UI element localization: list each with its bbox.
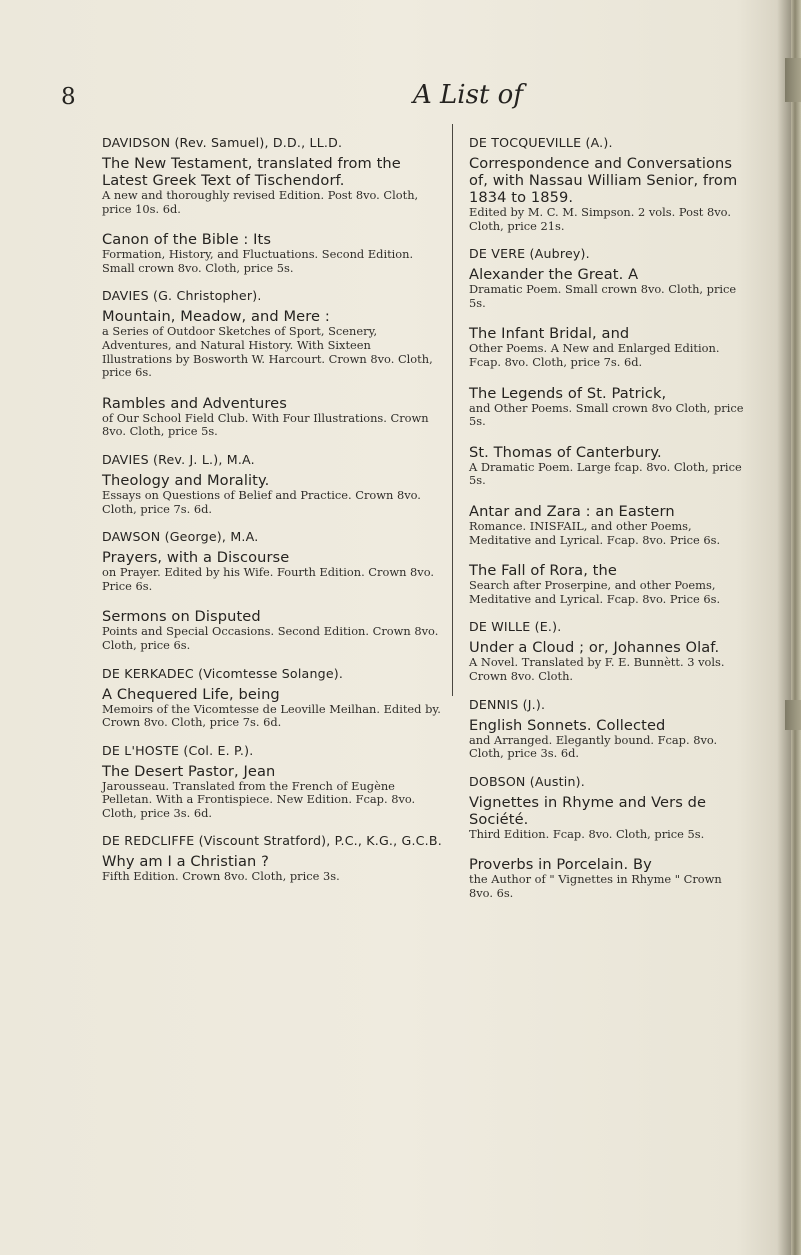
author-entry [102, 530, 442, 652]
work-title: Theology and Morality. [102, 471, 270, 489]
work-description: Edited by M. C. M. Simpson. 2 vols. Post 8vo. Cloth, price 21s. [469, 205, 731, 233]
author-entry [469, 775, 749, 901]
work-title: English Sonnets. Collected [469, 716, 666, 734]
work-title: The Desert Pastor, Jean [102, 762, 276, 780]
author-entry [469, 698, 749, 761]
work-title: A Chequered Life, being [102, 685, 280, 703]
work-description: of Our School Field Club. With Four Illustrations. Crown 8vo. Cloth, price 5s. [102, 410, 429, 439]
work-title: The New Testament, translated from the Latest Greek Text of Tischendorf. [102, 155, 401, 189]
work-title: Rambles and Adventures [102, 394, 287, 412]
work-description: A Novel. Translated by F. E. Bunnètt. 3 vols. Crown 8vo. Cloth. [469, 655, 725, 683]
author-name: DAWSON (George), M.A. [102, 529, 259, 545]
column-divider [452, 124, 453, 696]
work-title: Sermons on Disputed [102, 608, 261, 626]
author-name: DE KERKADEC (Vicomtesse Solange). [102, 665, 344, 681]
right-column [469, 136, 749, 914]
running-title: A List of [413, 80, 523, 110]
author-entry [102, 744, 442, 821]
work-description: Jarousseau. Translated from the French of Eugène Pelletan. With a Frontispiece. New Edition. Fcap. 8vo. Cloth, price 3s. 6d. [102, 778, 416, 820]
work-description: Search after Proserpine, and other Poems, Meditative and Lyrical. Fcap. 8vo. Price 6s. [469, 578, 721, 606]
work-title: Alexander the Great. A [469, 266, 639, 284]
author-entry [102, 136, 442, 275]
page-number: 8 [61, 84, 76, 110]
author-entry [102, 453, 442, 516]
entry-spacer [102, 516, 442, 530]
work-title: The Legends of St. Patrick, [469, 384, 667, 402]
work-description: Essays on Questions of Belief and Practice. Crown 8vo. Cloth, price 7s. 6d. [102, 487, 421, 516]
work-description: Third Edition. Fcap. 8vo. Cloth, price 5s. [469, 826, 705, 841]
work-description: the Author of " Vignettes in Rhyme " Crown 8vo. 6s. [469, 872, 722, 900]
work-title: Mountain, Meadow, and Mere : [102, 308, 330, 326]
work-title: Proverbs in Porcelain. By [469, 856, 652, 874]
work-title: Antar and Zara : an Eastern [469, 502, 675, 520]
work-title: The Fall of Rora, the [469, 562, 617, 580]
work-title: Prayers, with a Discourse [102, 549, 290, 567]
work-title: The Infant Bridal, and [469, 325, 630, 343]
entry-spacer [469, 761, 749, 775]
work-description: Points and Special Occasions. Second Edition. Crown 8vo. Cloth, price 6s. [102, 624, 439, 652]
author-entry [102, 289, 442, 439]
work-title: Under a Cloud ; or, Johannes Olaf. [469, 639, 720, 657]
work-description: Romance. INISFAIL, and other Poems, Meditative and Lyrical. Fcap. 8vo. Price 6s. [469, 518, 721, 547]
author-name: DOBSON (Austin). [469, 773, 585, 789]
work-title: Vignettes in Rhyme and Vers de Société. [469, 793, 707, 828]
entry-spacer [469, 900, 749, 914]
work-description: Fifth Edition. Crown 8vo. Cloth, price 3s. [102, 869, 340, 884]
author-name: DE REDCLIFFE (Viscount Stratford), P.C., K.G., G.C.B. [102, 833, 442, 849]
author-name: DAVIES (Rev. J. L.), M.A. [102, 451, 255, 467]
work-description: Memoirs of the Vicomtesse de Leoville Meilhan. Edited by. Crown 8vo. Cloth, price 7s. 6d. [102, 701, 441, 730]
work-title: St. Thomas of Canterbury. [469, 443, 662, 461]
work-title: Canon of the Bible : Its [102, 231, 272, 249]
page-edge-mark [785, 700, 801, 730]
author-entry [102, 667, 442, 730]
work-description: A new and thoroughly revised Edition. Post 8vo. Cloth, price 10s. 6d. [102, 188, 419, 216]
entry-spacer [469, 233, 749, 247]
author-name: DE L'HOSTE (Col. E. P.). [102, 742, 254, 758]
entry-spacer [102, 653, 442, 667]
entry-spacer [102, 275, 442, 289]
author-entry [469, 620, 749, 683]
entry-spacer [102, 730, 442, 744]
author-name: DE VERE (Aubrey). [469, 246, 590, 262]
author-entry [102, 834, 442, 884]
entry-spacer [102, 439, 442, 453]
author-name: DE TOCQUEVILLE (A.). [469, 135, 613, 150]
page-edge [791, 0, 801, 1255]
work-description: and Arranged. Elegantly bound. Fcap. 8vo. Cloth, price 3s. 6d. [469, 732, 718, 761]
author-entry [469, 247, 749, 606]
work-description: Formation, History, and Fluctuations. Second Edition. Small crown 8vo. Cloth, price 5s. [102, 247, 414, 275]
work-description: Dramatic Poem. Small crown 8vo. Cloth, price 5s. [469, 282, 737, 310]
author-name: DE WILLE (E.). [469, 619, 562, 635]
author-name: DENNIS (J.). [469, 696, 546, 712]
left-column [102, 136, 442, 898]
entry-spacer [469, 606, 749, 620]
work-description: Other Poems. A New and Enlarged Edition. Fcap. 8vo. Cloth, price 7s. 6d. [469, 341, 720, 369]
work-description: and Other Poems. Small crown 8vo Cloth, price 5s. [469, 400, 744, 429]
work-description: A Dramatic Poem. Large fcap. 8vo. Cloth, price 5s. [469, 459, 742, 488]
work-title: Why am I a Christian ? [102, 853, 269, 871]
entry-spacer [102, 820, 442, 834]
entry-spacer [469, 684, 749, 698]
author-name: DAVIDSON (Rev. Samuel), D.D., LL.D. [102, 135, 343, 150]
author-entry [469, 136, 749, 233]
entry-spacer [102, 884, 442, 898]
work-description: a Series of Outdoor Sketches of Sport, Scenery, Adventures, and Natural History. With Sixteen Illustrations by Bosworth W. Harcourt. Crown 8vo. Cloth, price 6s. [102, 324, 433, 380]
page-edge-mark [785, 58, 801, 102]
author-name: DAVIES (G. Christopher). [102, 288, 262, 304]
work-description: on Prayer. Edited by his Wife. Fourth Edition. Crown 8vo. Price 6s. [102, 565, 434, 593]
work-title: Correspondence and Conversations of, with Nassau William Senior, from 1834 to 1859. [469, 155, 738, 206]
